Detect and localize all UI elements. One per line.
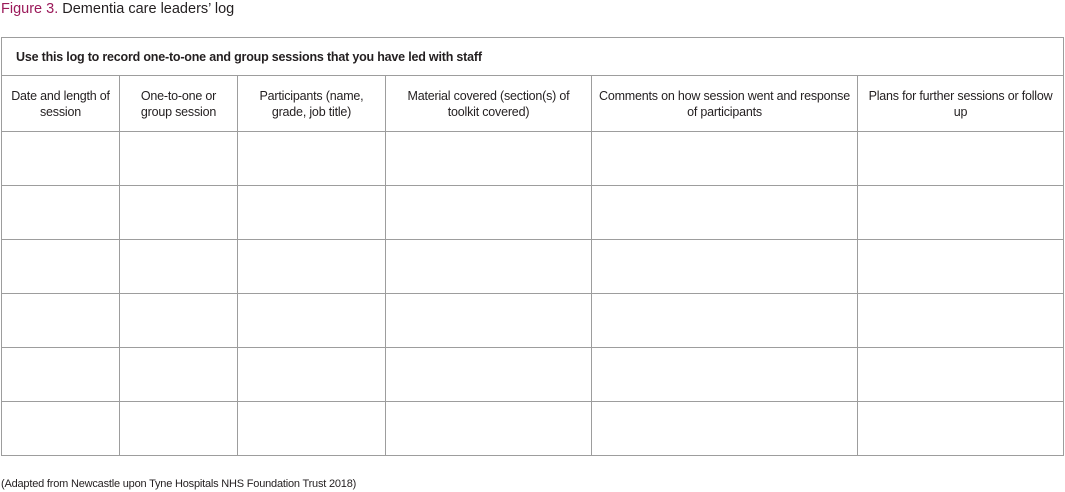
table-row <box>2 186 1064 240</box>
table-cell <box>592 348 858 402</box>
table-cell <box>238 240 386 294</box>
figure-title <box>1 0 234 18</box>
intro-row <box>2 38 1064 76</box>
table-cell <box>386 348 592 402</box>
column-header-comments-label: Comments on how session went and response of participants <box>599 88 850 119</box>
table-cell <box>592 294 858 348</box>
table-cell <box>2 132 120 186</box>
column-header-plans <box>858 76 1064 132</box>
table-cell <box>120 240 238 294</box>
column-header-plans-label: Plans for further sessions or follow up <box>868 88 1053 119</box>
table-row <box>2 348 1064 402</box>
column-header-session-type <box>120 76 238 132</box>
table-cell <box>238 402 386 456</box>
table-cell <box>386 294 592 348</box>
column-header-comments <box>592 76 858 132</box>
table-cell <box>858 402 1064 456</box>
table-row <box>2 132 1064 186</box>
column-header-material-label: Material covered (section(s) of toolkit covered) <box>407 88 570 119</box>
table-cell <box>858 294 1064 348</box>
table-cell <box>858 348 1064 402</box>
table-cell <box>120 132 238 186</box>
table-cell <box>2 294 120 348</box>
table-cell <box>238 294 386 348</box>
table-cell <box>238 348 386 402</box>
table-row <box>2 240 1064 294</box>
table-cell <box>592 240 858 294</box>
table-intro: Use this log to record one-to-one and group sessions that you have led with staff <box>2 38 1064 76</box>
table-cell <box>386 402 592 456</box>
table-cell <box>120 186 238 240</box>
table-cell <box>120 294 238 348</box>
column-header-date <box>2 76 120 132</box>
table-row <box>2 402 1064 456</box>
source-note: (Adapted from Newcastle upon Tyne Hospitals NHS Foundation Trust 2018) <box>1 478 357 490</box>
table-cell <box>592 402 858 456</box>
log-entries <box>2 132 1064 456</box>
table-cell <box>238 186 386 240</box>
leaders-log-table <box>1 37 1064 456</box>
table-cell <box>120 402 238 456</box>
table-cell <box>2 186 120 240</box>
figure-label: Figure 3. <box>1 1 59 17</box>
table-cell <box>386 186 592 240</box>
column-header-date-label: Date and length of session <box>11 88 110 119</box>
table-cell <box>2 402 120 456</box>
column-header-material <box>386 76 592 132</box>
table-cell <box>2 240 120 294</box>
column-header-participants-label: Participants (name, grade, job title) <box>259 88 364 119</box>
table-cell <box>858 132 1064 186</box>
table-cell <box>386 240 592 294</box>
header-row <box>2 76 1064 132</box>
column-header-session-type-label: One-to-one or group session <box>140 88 217 119</box>
table-cell <box>2 348 120 402</box>
figure-caption: Dementia care leaders’ log <box>62 1 235 17</box>
table-cell <box>592 132 858 186</box>
column-header-participants <box>238 76 386 132</box>
table-row <box>2 294 1064 348</box>
table-cell <box>238 132 386 186</box>
table-cell <box>386 132 592 186</box>
table-cell <box>592 186 858 240</box>
table-cell <box>120 348 238 402</box>
table-cell <box>858 186 1064 240</box>
table-cell <box>858 240 1064 294</box>
